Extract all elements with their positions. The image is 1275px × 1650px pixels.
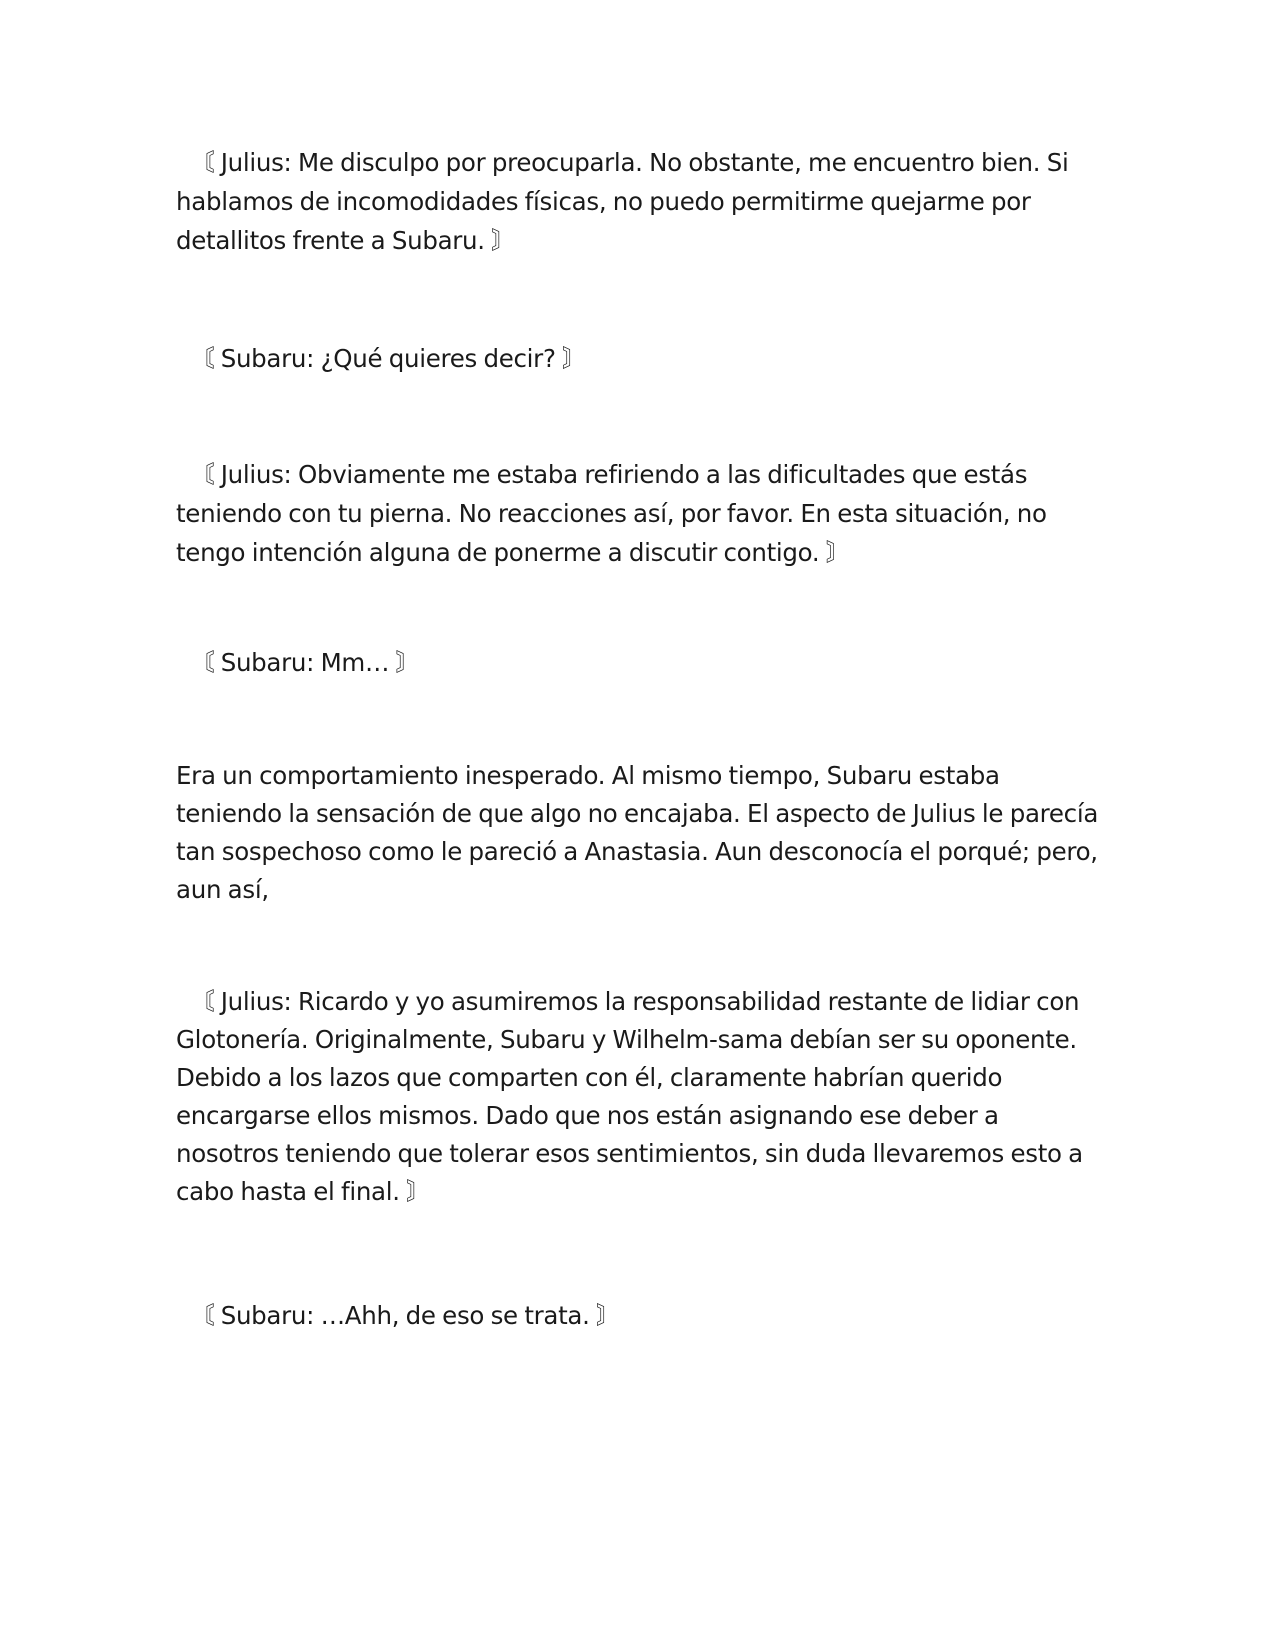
text-line: 〘 Julius: Me disculpo por preocuparla. No obstante, me encuentro bien. Si <box>190 148 1069 177</box>
text-line: nosotros teniendo que tolerar esos sentimientos, sin duda llevaremos esto a <box>176 1139 1083 1168</box>
text-line: hablamos de incomodidades físicas, no puedo permitirme quejarme por <box>176 187 1031 216</box>
paragraph-narration <box>176 757 1106 909</box>
text-line: Debido a los lazos que comparten con él, claramente habrían querido <box>176 1063 1003 1092</box>
text-line: 〘 Subaru: …Ahh, de eso se trata. 〙 <box>190 1301 621 1330</box>
text-line: Glotonería. Originalmente, Subaru y Wilhelm-sama debían ser su oponente. <box>176 1025 1077 1054</box>
text-line: teniendo la sensación de que algo no encajaba. El aspecto de Julius le parecía <box>176 799 1099 828</box>
text-line: tan sospechoso como le pareció a Anastasia. Aun desconocía el porqué; pero, <box>176 837 1098 866</box>
text-line: detallitos frente a Subaru. 〙 <box>176 226 516 255</box>
paragraph-subaru-realization <box>176 1296 1106 1335</box>
text-line: tengo intención alguna de ponerme a discutir contigo. 〙 <box>176 538 851 567</box>
text-line: 〘 Julius: Ricardo y yo asumiremos la responsabilidad restante de lidiar con <box>190 987 1080 1016</box>
text-line: teniendo con tu pierna. No reacciones así, por favor. En esta situación, no <box>176 499 1047 528</box>
text-line: encargarse ellos mismos. Dado que nos están asignando ese deber a <box>176 1101 999 1130</box>
text-line: 〘 Subaru: Mm… 〙 <box>190 648 420 677</box>
paragraph-julius-responsibility <box>176 983 1106 1211</box>
text-line: 〘 Julius: Obviamente me estaba refiriendo a las dificultades que estás <box>190 460 1028 489</box>
paragraph-julius-explanation <box>176 455 1106 572</box>
text-line: Era un comportamiento inesperado. Al mismo tiempo, Subaru estaba <box>176 761 1000 790</box>
text-line: aun así, <box>176 875 269 904</box>
text-line: cabo hasta el final. 〙 <box>176 1177 431 1206</box>
paragraph-subaru-mm <box>176 643 1106 682</box>
paragraph-julius-apology <box>176 143 1106 260</box>
text-line: 〘 Subaru: ¿Qué quieres decir? 〙 <box>190 344 587 373</box>
paragraph-subaru-question <box>176 339 1106 378</box>
